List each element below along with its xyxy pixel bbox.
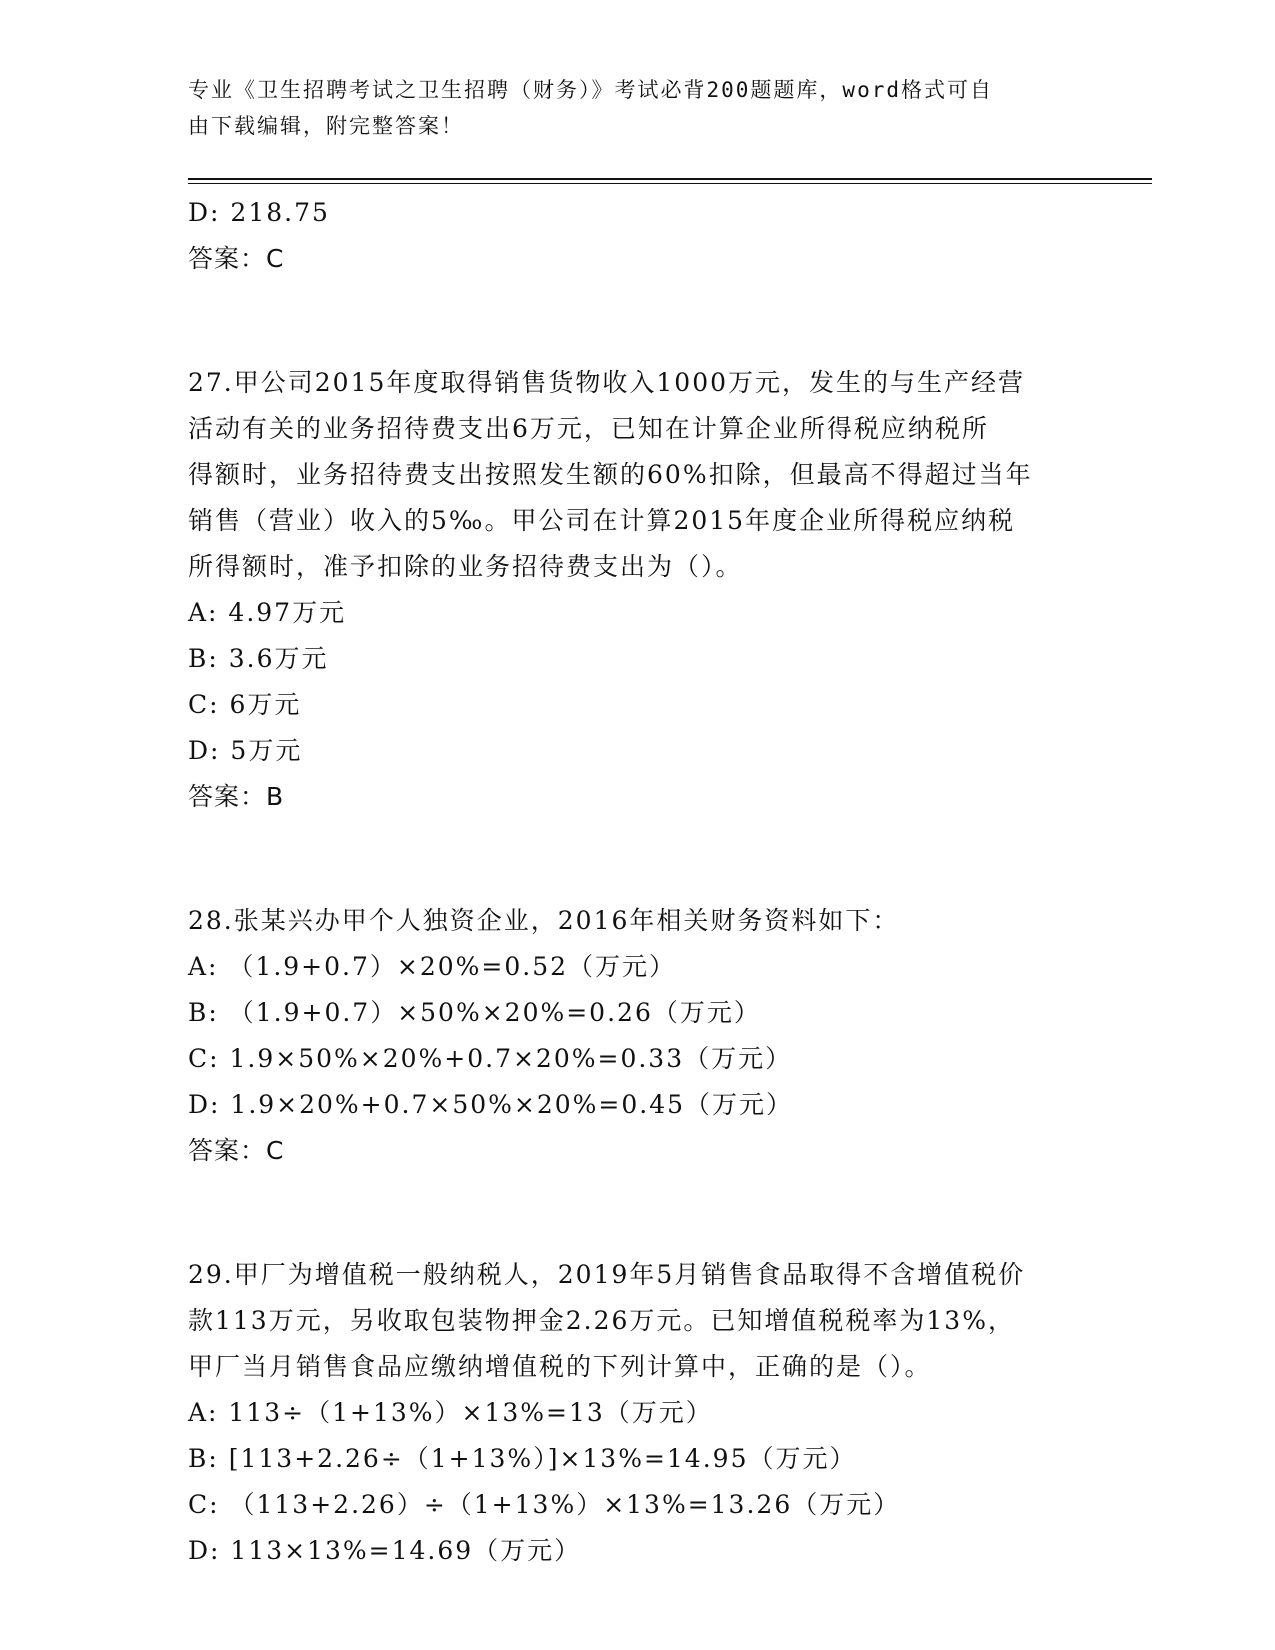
question-29-option-d: D: 113×13%=14.69（万元） [188,1536,582,1565]
question-27-option-b: B: 3.6万元 [188,644,329,673]
question-28-answer: 答案：C [188,1136,285,1165]
question-27-line-3: 得额时，业务招待费支出按照发生额的60%扣除，但最高不得超过当年 [188,460,1033,489]
header-rule-thin [188,183,1152,184]
question-28 [188,898,1088,1174]
question-29-line-1: 29.甲厂为增值税一般纳税人，2019年5月销售食品取得不含增值税价 [188,1260,1026,1289]
question-28-option-c: C: 1.9×50%×20%+0.7×20%=0.33（万元） [188,1044,793,1073]
question-29-line-3: 甲厂当月销售食品应缴纳增值税的下列计算中，正确的是（）。 [188,1352,932,1381]
question-27-line-2: 活动有关的业务招待费支出6万元，已知在计算企业所得税应纳税所 [188,414,989,443]
question-27-option-d: D: 5万元 [188,736,303,765]
spacer [188,1174,1088,1252]
header-line-1: 专业《卫生招聘考试之卫生招聘（财务）》考试必背200题题库，word格式可自 [188,78,993,102]
question-27-line-5: 所得额时，准予扣除的业务招待费支出为（）。 [188,552,743,581]
question-27-option-a: A: 4.97万元 [188,598,347,627]
question-29 [188,1252,1088,1574]
question-28-option-a: A: （1.9+0.7）×20%=0.52（万元） [188,952,677,981]
question-27-answer: 答案：B [188,782,285,811]
question-27 [188,360,1088,820]
question-28-line-1: 28.张某兴办甲个人独资企业，2016年相关财务资料如下： [188,906,900,935]
spacer [188,282,1088,360]
document-body [188,190,1088,1574]
question-29-option-c: C: （113+2.26）÷（1+13%）×13%=13.26（万元） [188,1490,901,1519]
header-rule-thick [188,178,1152,180]
question-29-option-a: A: 113÷（1+13%）×13%=13（万元） [188,1398,713,1427]
question-28-option-d: D: 1.9×20%+0.7×50%×20%=0.45（万元） [188,1090,794,1119]
prev-answer: 答案：C [188,244,285,273]
header-line-2: 由下载编辑，附完整答案！ [188,114,464,138]
question-29-line-2: 款113万元，另收取包装物押金2.26万元。已知增值税税率为13%， [188,1306,1015,1335]
question-27-option-c: C: 6万元 [188,690,302,719]
question-27-line-4: 销售（营业）收入的5‰。甲公司在计算2015年度企业所得税应纳税 [188,506,1016,535]
question-28-option-b: B: （1.9+0.7）×50%×20%=0.26（万元） [188,998,761,1027]
question-29-option-b: B: [113+2.26÷（1+13%）]×13%=14.95（万元） [188,1444,857,1473]
question-27-line-1: 27.甲公司2015年度取得销售货物收入1000万元，发生的与生产经营 [188,368,1026,397]
prev-option-d: D: 218.75 [188,198,330,227]
spacer [188,820,1088,898]
document-header [188,72,1068,144]
